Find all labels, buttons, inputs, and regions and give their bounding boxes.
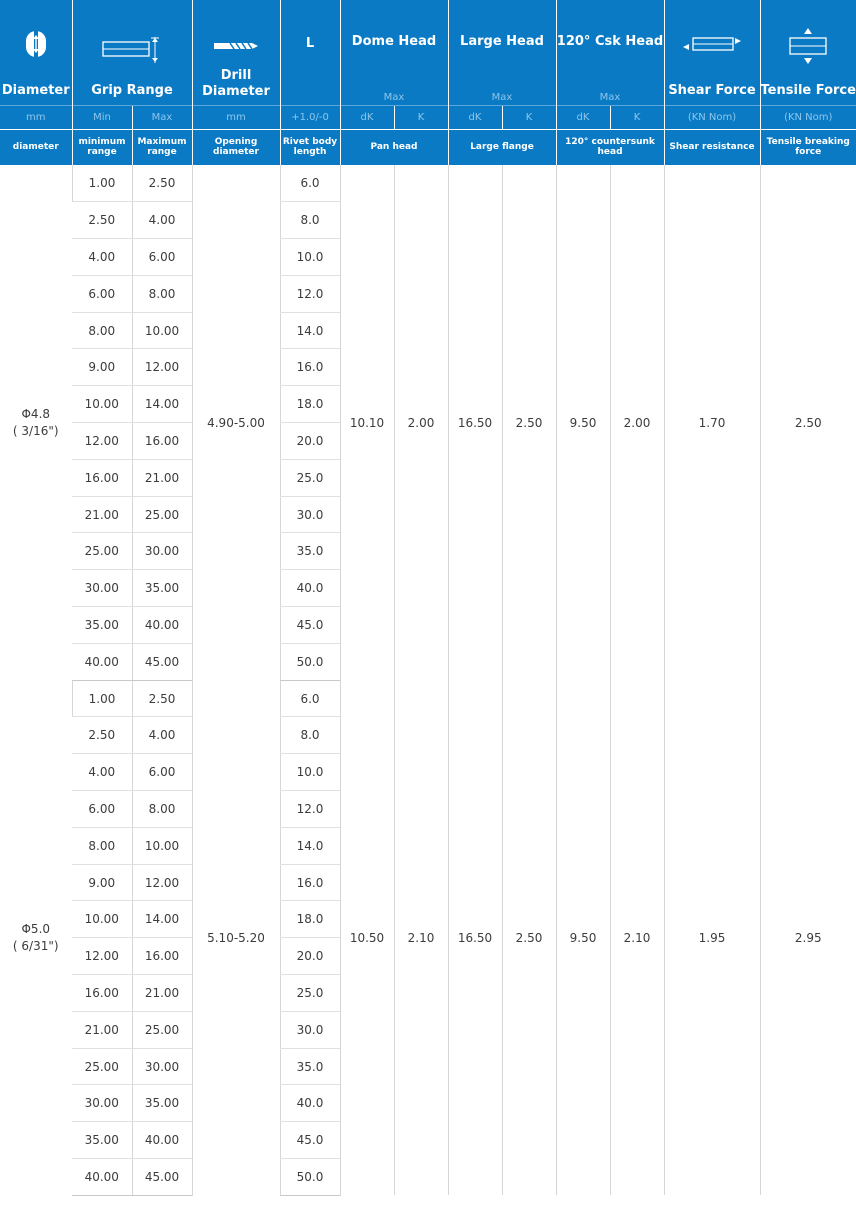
grip-max-cell: 6.00 xyxy=(132,754,192,791)
length-cell: 8.0 xyxy=(280,202,340,239)
grip-max-cell: 8.00 xyxy=(132,791,192,828)
drill-diameter-cell: 5.10-5.20 xyxy=(192,680,280,1195)
grip-max-cell: 6.00 xyxy=(132,239,192,276)
tensile-force-icon xyxy=(761,26,856,66)
grip-max-cell: 21.00 xyxy=(132,975,192,1012)
grip-max-cell: 14.00 xyxy=(132,386,192,423)
dome-dk-cell: 10.50 xyxy=(340,680,394,1195)
length-cell: 45.0 xyxy=(280,1122,340,1159)
rivet-diameter-icon xyxy=(0,30,72,58)
length-cell: 16.0 xyxy=(280,864,340,901)
grip-min-cell: 21.00 xyxy=(72,496,132,533)
header-note-row xyxy=(0,129,856,165)
length-tolerance: +1.0/-0 xyxy=(280,105,340,129)
grip-min-cell: 16.00 xyxy=(72,975,132,1012)
grip-max-cell: 14.00 xyxy=(132,901,192,938)
grip-min-cell: 10.00 xyxy=(72,386,132,423)
dome-k-label: K xyxy=(394,105,448,129)
length-cell: 40.0 xyxy=(280,570,340,607)
length-cell: 25.0 xyxy=(280,459,340,496)
grip-max-cell: 40.00 xyxy=(132,1122,192,1159)
grip-max-cell: 30.00 xyxy=(132,533,192,570)
large-k-label: K xyxy=(502,105,556,129)
large-head-header xyxy=(448,0,556,105)
diameter-title: Diameter xyxy=(1,82,70,98)
grip-min-cell: 4.00 xyxy=(72,754,132,791)
diameter-metric: Φ5.0 xyxy=(21,921,51,936)
diameter-header xyxy=(0,0,72,105)
diameter-note: diameter xyxy=(0,129,72,165)
diameter-metric: Φ4.8 xyxy=(21,406,51,421)
large-head-max-label: Max xyxy=(491,91,513,103)
grip-min-cell: 25.00 xyxy=(72,533,132,570)
drill-bit-icon xyxy=(193,40,280,52)
header-title-row xyxy=(0,0,856,105)
grip-min-cell: 1.00 xyxy=(72,165,132,202)
length-cell: 50.0 xyxy=(280,1159,340,1196)
length-cell: 12.0 xyxy=(280,275,340,312)
grip-max-cell: 45.00 xyxy=(132,643,192,680)
grip-range-title: Grip Range xyxy=(91,82,173,98)
grip-min-cell: 10.00 xyxy=(72,901,132,938)
length-cell: 10.0 xyxy=(280,239,340,276)
drill-note: Opening diameter xyxy=(192,129,280,165)
dome-k-cell: 2.00 xyxy=(394,165,448,680)
grip-min-cell: 30.00 xyxy=(72,570,132,607)
dome-head-max-label: Max xyxy=(383,91,405,103)
tensile-force-cell: 2.50 xyxy=(760,165,856,680)
grip-min-cell: 25.00 xyxy=(72,1048,132,1085)
grip-max-cell: 8.00 xyxy=(132,275,192,312)
length-cell: 35.0 xyxy=(280,533,340,570)
large-note: Large flange xyxy=(448,129,556,165)
grip-max-cell: 35.00 xyxy=(132,1085,192,1122)
length-cell: 16.0 xyxy=(280,349,340,386)
diameter-cell xyxy=(0,165,72,680)
grip-min-cell: 12.00 xyxy=(72,423,132,460)
header-unit-row xyxy=(0,105,856,129)
length-cell: 6.0 xyxy=(280,680,340,717)
shear-force-cell: 1.70 xyxy=(664,165,760,680)
spec-table-body xyxy=(0,165,856,1195)
grip-max-cell: 16.00 xyxy=(132,423,192,460)
dome-head-header xyxy=(340,0,448,105)
grip-max-unit: Max xyxy=(132,105,192,129)
large-k-cell: 2.50 xyxy=(502,165,556,680)
grip-max-cell: 10.00 xyxy=(132,827,192,864)
large-k-cell: 2.50 xyxy=(502,680,556,1195)
grip-max-cell: 2.50 xyxy=(132,165,192,202)
length-cell: 14.0 xyxy=(280,827,340,864)
dome-k-cell: 2.10 xyxy=(394,680,448,1195)
length-cell: 50.0 xyxy=(280,643,340,680)
csk-dk-cell: 9.50 xyxy=(556,165,610,680)
grip-min-cell: 21.00 xyxy=(72,1011,132,1048)
grip-min-cell: 2.50 xyxy=(72,717,132,754)
grip-max-cell: 2.50 xyxy=(132,680,192,717)
tensile-force-header xyxy=(760,0,856,105)
drill-diameter-cell: 4.90-5.00 xyxy=(192,165,280,680)
shear-force-title: Shear Force xyxy=(668,82,756,98)
dome-dk-label: dK xyxy=(340,105,394,129)
length-cell: 30.0 xyxy=(280,1011,340,1048)
csk-k-cell: 2.10 xyxy=(610,680,664,1195)
length-cell: 45.0 xyxy=(280,607,340,644)
csk-k-cell: 2.00 xyxy=(610,165,664,680)
grip-max-cell: 25.00 xyxy=(132,1011,192,1048)
length-cell: 20.0 xyxy=(280,938,340,975)
grip-min-cell: 6.00 xyxy=(72,275,132,312)
diameter-cell xyxy=(0,680,72,1195)
shear-unit: (KN Nom) xyxy=(664,105,760,129)
grip-range-icon xyxy=(73,34,192,68)
tensile-note: Tensile breaking force xyxy=(760,129,856,165)
length-cell: 40.0 xyxy=(280,1085,340,1122)
grip-max-cell: 45.00 xyxy=(132,1159,192,1196)
tensile-force-cell: 2.95 xyxy=(760,680,856,1195)
length-header xyxy=(280,0,340,105)
length-cell: 8.0 xyxy=(280,717,340,754)
grip-max-cell: 35.00 xyxy=(132,570,192,607)
grip-max-note: Maximum range xyxy=(132,129,192,165)
diameter-unit: mm xyxy=(0,105,72,129)
csk-head-max-label: Max xyxy=(599,91,621,103)
grip-min-cell: 12.00 xyxy=(72,938,132,975)
grip-min-cell: 6.00 xyxy=(72,791,132,828)
shear-note: Shear resistance xyxy=(664,129,760,165)
length-cell: 30.0 xyxy=(280,496,340,533)
csk-note: 120° countersunk head xyxy=(556,129,664,165)
length-cell: 12.0 xyxy=(280,791,340,828)
grip-max-cell: 16.00 xyxy=(132,938,192,975)
length-cell: 20.0 xyxy=(280,423,340,460)
grip-range-header xyxy=(72,0,192,105)
dome-note: Pan head xyxy=(340,129,448,165)
csk-dk-cell: 9.50 xyxy=(556,680,610,1195)
drill-unit: mm xyxy=(192,105,280,129)
grip-max-cell: 30.00 xyxy=(132,1048,192,1085)
grip-min-cell: 8.00 xyxy=(72,312,132,349)
grip-max-cell: 40.00 xyxy=(132,607,192,644)
large-dk-cell: 16.50 xyxy=(448,165,502,680)
grip-min-cell: 1.00 xyxy=(72,680,132,717)
drill-diameter-title: Drill Diameter xyxy=(202,68,270,99)
tensile-force-title: Tensile Force xyxy=(760,82,856,98)
grip-max-cell: 21.00 xyxy=(132,459,192,496)
diameter-inch: ( 3/16") xyxy=(12,423,59,438)
grip-min-cell: 40.00 xyxy=(72,1159,132,1196)
length-cell: 14.0 xyxy=(280,312,340,349)
shear-force-icon xyxy=(665,34,760,56)
tensile-unit: (KN Nom) xyxy=(760,105,856,129)
large-dk-label: dK xyxy=(448,105,502,129)
length-cell: 6.0 xyxy=(280,165,340,202)
length-cell: 25.0 xyxy=(280,975,340,1012)
csk-head-title: 120° Csk Head xyxy=(556,34,664,49)
grip-max-cell: 4.00 xyxy=(132,717,192,754)
grip-max-cell: 12.00 xyxy=(132,349,192,386)
grip-min-cell: 35.00 xyxy=(72,607,132,644)
grip-min-cell: 2.50 xyxy=(72,202,132,239)
length-cell: 10.0 xyxy=(280,754,340,791)
shear-force-header xyxy=(664,0,760,105)
drill-diameter-header xyxy=(192,0,280,105)
diameter-inch: ( 6/31") xyxy=(12,938,59,953)
grip-max-cell: 10.00 xyxy=(132,312,192,349)
grip-min-cell: 40.00 xyxy=(72,643,132,680)
csk-k-label: K xyxy=(610,105,664,129)
grip-min-unit: Min xyxy=(72,105,132,129)
dome-dk-cell: 10.10 xyxy=(340,165,394,680)
grip-min-note: minimum range xyxy=(72,129,132,165)
length-note: Rivet body length xyxy=(280,129,340,165)
grip-max-cell: 25.00 xyxy=(132,496,192,533)
table-row xyxy=(0,165,856,202)
grip-min-cell: 8.00 xyxy=(72,827,132,864)
grip-max-cell: 12.00 xyxy=(132,864,192,901)
grip-min-cell: 16.00 xyxy=(72,459,132,496)
shear-force-cell: 1.95 xyxy=(664,680,760,1195)
grip-max-cell: 4.00 xyxy=(132,202,192,239)
dome-head-title: Dome Head xyxy=(351,34,437,49)
grip-min-cell: 4.00 xyxy=(72,239,132,276)
length-cell: 35.0 xyxy=(280,1048,340,1085)
grip-min-cell: 35.00 xyxy=(72,1122,132,1159)
grip-min-cell: 30.00 xyxy=(72,1085,132,1122)
large-head-title: Large Head xyxy=(460,34,544,49)
large-dk-cell: 16.50 xyxy=(448,680,502,1195)
csk-head-header xyxy=(556,0,664,105)
grip-min-cell: 9.00 xyxy=(72,349,132,386)
length-cell: 18.0 xyxy=(280,901,340,938)
grip-min-cell: 9.00 xyxy=(72,864,132,901)
csk-dk-label: dK xyxy=(556,105,610,129)
length-cell: 18.0 xyxy=(280,386,340,423)
length-title: L xyxy=(305,36,315,51)
table-row xyxy=(0,680,856,717)
